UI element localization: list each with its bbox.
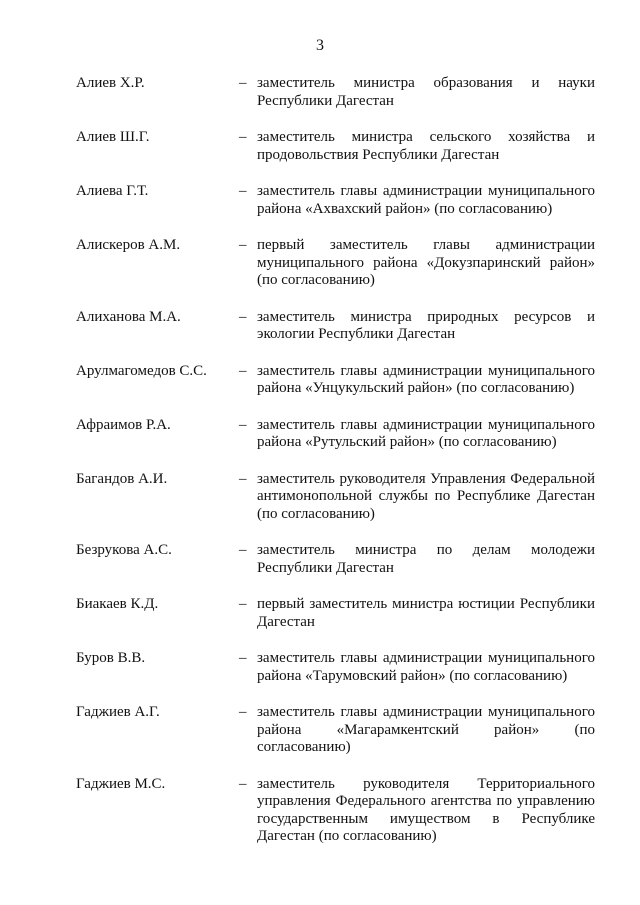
member-role: заместитель главы администрации муниципального района «Тарумовский район» (по согласованию) bbox=[257, 650, 595, 684]
member-name: Афраимов Р.А. bbox=[76, 416, 171, 433]
member-role: заместитель главы администрации муниципального района «Рутульский район» (по согласованию) bbox=[257, 416, 595, 450]
member-name: Алискеров А.М. bbox=[76, 237, 181, 253]
member-role: первый заместитель главы администрации муниципального района «Докузпаринский район» (по согласованию) bbox=[257, 237, 595, 288]
dash-separator: – bbox=[239, 704, 247, 720]
dash-separator: – bbox=[239, 650, 247, 666]
member-name: Багандов А.И. bbox=[76, 470, 168, 487]
members-list bbox=[0, 75, 640, 865]
list-item bbox=[0, 542, 640, 577]
list-item bbox=[0, 471, 640, 524]
dash-separator: – bbox=[239, 75, 247, 91]
member-name: Безрукова А.С. bbox=[76, 542, 172, 558]
dash-separator: – bbox=[239, 775, 247, 792]
dash-separator: – bbox=[239, 596, 247, 612]
dash-separator: – bbox=[239, 129, 247, 145]
member-name: Алиев Х.Р. bbox=[76, 75, 145, 91]
dash-separator: – bbox=[239, 237, 247, 253]
member-role: заместитель министра по делам молодежи Республики Дагестан bbox=[257, 542, 595, 576]
member-name: Биакаев К.Д. bbox=[76, 596, 159, 612]
member-name: Алиева Г.Т. bbox=[76, 183, 149, 199]
member-name: Буров В.В. bbox=[76, 650, 146, 666]
list-item bbox=[0, 704, 640, 757]
list-item bbox=[0, 650, 640, 685]
member-role: заместитель министра сельского хозяйства и продовольствия Республики Дагестан bbox=[257, 129, 595, 163]
member-name: Гаджиев М.С. bbox=[76, 775, 166, 792]
list-item bbox=[0, 363, 640, 398]
list-item bbox=[0, 237, 640, 290]
list-item bbox=[0, 75, 640, 110]
dash-separator: – bbox=[239, 416, 247, 433]
member-role: заместитель главы администрации муниципального района «Унцукульский район» (по согласованию) bbox=[257, 362, 595, 396]
dash-separator: – bbox=[239, 470, 247, 487]
dash-separator: – bbox=[239, 542, 247, 558]
dash-separator: – bbox=[239, 362, 247, 379]
list-item bbox=[0, 417, 640, 452]
member-role: заместитель министра образования и науки Республики Дагестан bbox=[257, 75, 595, 109]
member-role: заместитель руководителя Управления Федеральной антимонопольной службы по Республике Дагестан (по согласованию) bbox=[257, 470, 595, 522]
list-item bbox=[0, 129, 640, 164]
dash-separator: – bbox=[239, 183, 247, 199]
member-role: заместитель руководителя Территориального управления Федерального агентства по управлению государственным имуществом в Республике Дагестан (по согласованию) bbox=[257, 775, 595, 844]
member-role: заместитель главы администрации муниципального района «Магарамкентский район» (по согласованию) bbox=[257, 704, 595, 755]
member-role: заместитель главы администрации муниципального района «Ахвахский район» (по согласованию) bbox=[257, 183, 595, 217]
dash-separator: – bbox=[239, 308, 247, 325]
list-item bbox=[0, 776, 640, 846]
member-name: Алиев Ш.Г. bbox=[76, 129, 150, 145]
list-item bbox=[0, 596, 640, 631]
member-name: Арулмагомедов С.С. bbox=[76, 362, 207, 379]
member-role: заместитель министра природных ресурсов и экологии Республики Дагестан bbox=[257, 308, 595, 342]
member-name: Алиханова М.А. bbox=[76, 308, 181, 325]
list-item bbox=[0, 309, 640, 344]
member-name: Гаджиев А.Г. bbox=[76, 704, 160, 720]
list-item bbox=[0, 183, 640, 218]
page-number: 3 bbox=[316, 37, 324, 54]
member-role: первый заместитель министра юстиции Республики Дагестан bbox=[257, 596, 595, 630]
